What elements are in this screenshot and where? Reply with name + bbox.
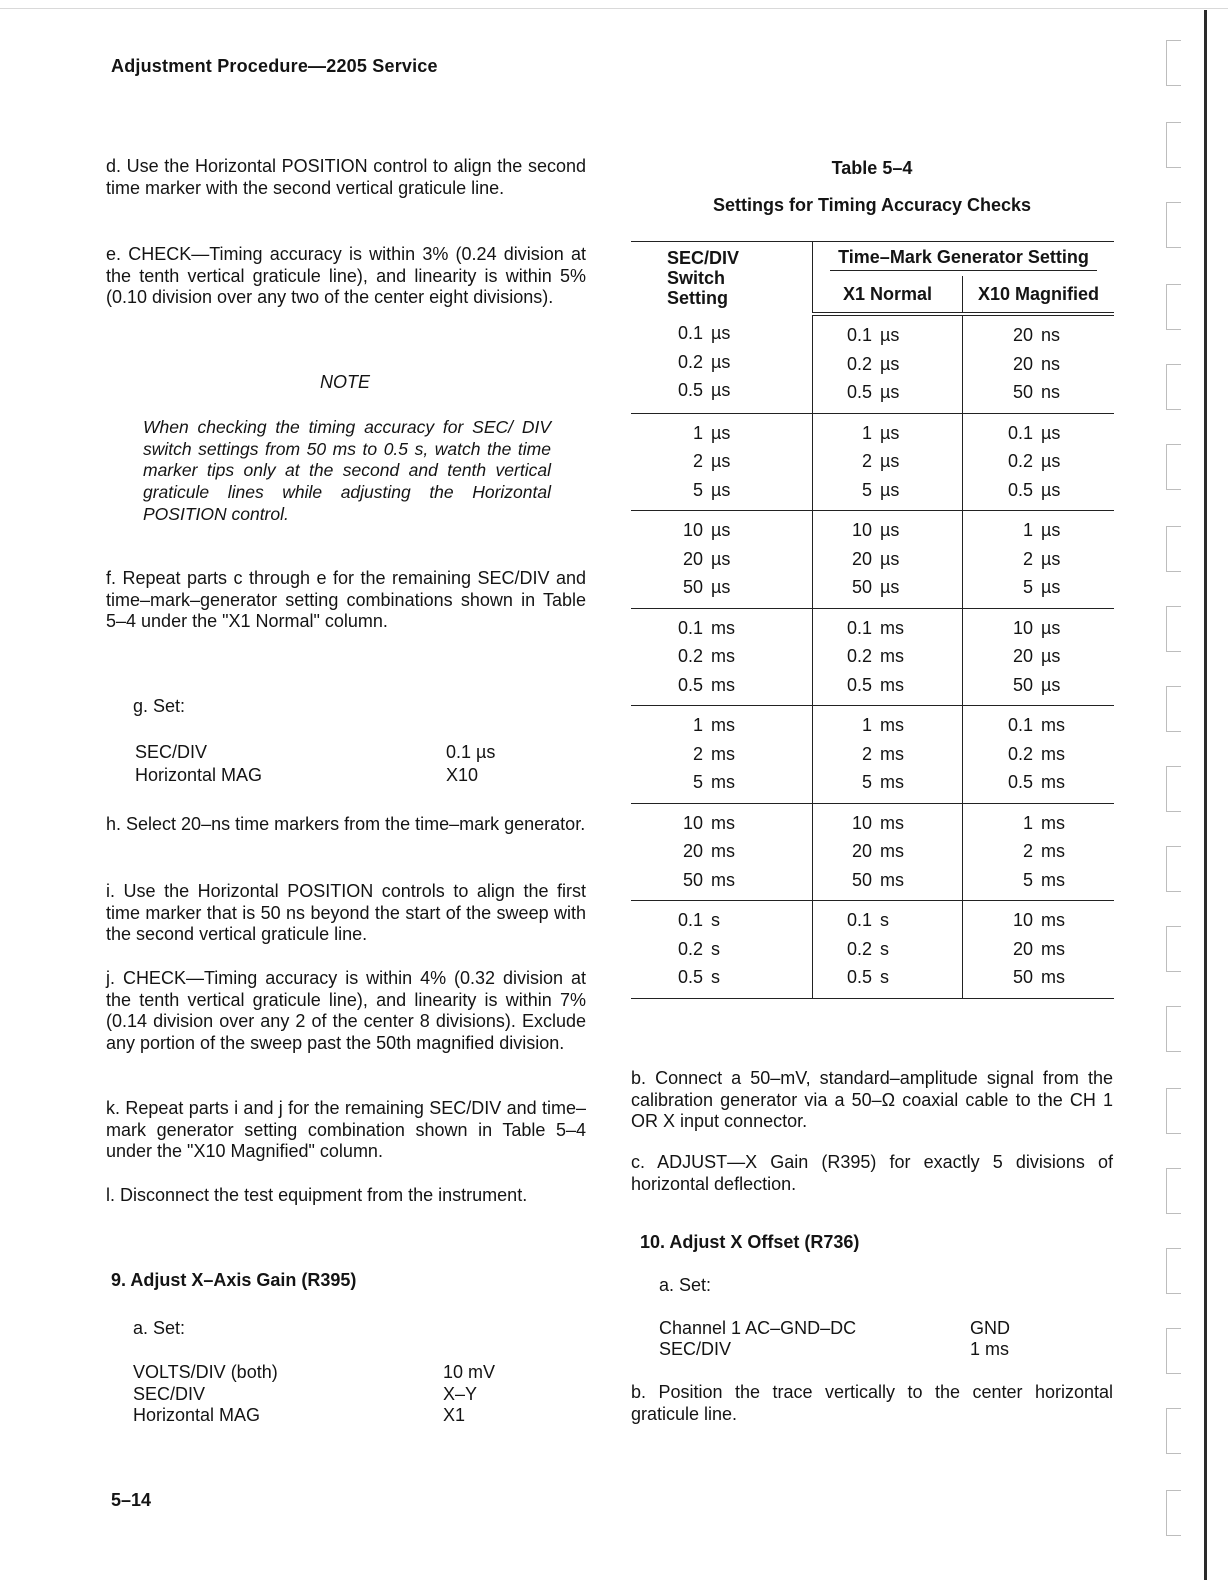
- group-header: [813, 242, 1115, 277]
- step-9-c: c. ADJUST—X Gain (R395) for exactly 5 divisions of horizontal deflection.: [631, 1152, 1113, 1194]
- step-8-l: l. Disconnect the test equipment from the instrument.: [106, 1185, 528, 1205]
- table-cell: [963, 706, 1115, 804]
- table-entry: [963, 906, 1114, 935]
- entry-value: 1: [1022, 520, 1033, 540]
- table-cell: [963, 511, 1115, 609]
- table-entry: [813, 768, 962, 797]
- entry-unit: ms: [711, 617, 735, 638]
- setting-value: 0.1 µs: [446, 742, 496, 762]
- setting-value: 10 mV: [443, 1362, 496, 1382]
- entry-value: 0.1: [677, 910, 703, 930]
- table-entry: [631, 614, 812, 643]
- table-cell: [813, 901, 963, 999]
- binder-tab: [1166, 284, 1181, 330]
- entry-unit: ms: [880, 674, 904, 695]
- entry-value: 0.2: [1007, 743, 1033, 764]
- table-row-group: [631, 511, 1114, 609]
- header-line: Switch: [667, 268, 726, 288]
- binder-tab: [1166, 766, 1181, 812]
- entry-value: 0.5: [1007, 772, 1033, 792]
- entry-value: 50: [1012, 967, 1033, 987]
- table-cell: [813, 511, 963, 609]
- table-entry: [963, 866, 1114, 895]
- table-entry: [631, 963, 812, 992]
- entry-unit: ms: [1041, 772, 1065, 792]
- setting-name: SEC/DIV: [135, 742, 208, 762]
- binder-tab: [1166, 1248, 1181, 1294]
- entry-unit: µs: [711, 323, 731, 343]
- entry-value: 0.1: [1007, 715, 1033, 735]
- table-entry: [813, 350, 962, 379]
- group-header-text: Time–Mark Generator Setting: [830, 247, 1097, 271]
- page-number: 5–14: [111, 1490, 152, 1510]
- entry-unit: µs: [880, 577, 900, 597]
- table-row-group: [631, 901, 1114, 999]
- entry-value: 50: [682, 577, 703, 597]
- table-cell: [631, 413, 813, 511]
- entry-value: 50: [851, 869, 872, 890]
- setting-name: SEC/DIV: [659, 1339, 732, 1359]
- entry-unit: s: [880, 938, 889, 959]
- entry-value: 5: [692, 772, 703, 792]
- note-title: NOTE: [320, 372, 371, 392]
- entry-value: 1: [692, 422, 703, 443]
- entry-value: 10: [682, 812, 703, 833]
- entry-value: 50: [1012, 674, 1033, 695]
- binder-tab: [1166, 1408, 1181, 1454]
- entry-value: 1: [1022, 812, 1033, 833]
- entry-value: 20: [1012, 325, 1033, 345]
- entry-value: 0.1: [846, 910, 872, 930]
- entry-unit: ms: [1041, 715, 1065, 735]
- table-cell: [963, 314, 1115, 413]
- entry-value: 20: [1012, 938, 1033, 959]
- table-cell: [813, 608, 963, 706]
- entry-value: 50: [851, 577, 872, 597]
- step-8-e: e. CHECK—Timing accuracy is within 3% (0.24 division at the tenth vertical graticule line), and linearity is within 5% (0.10 division over any two of the center eight divisions).: [106, 244, 586, 307]
- entry-unit: µs: [1041, 577, 1061, 597]
- entry-value: 0.1: [846, 617, 872, 638]
- entry-unit: s: [880, 967, 889, 987]
- entry-unit: µs: [1041, 479, 1061, 500]
- table-entry: [963, 614, 1114, 643]
- entry-value: 2: [692, 451, 703, 471]
- table-row-group: [631, 803, 1114, 901]
- entry-unit: µs: [880, 548, 900, 569]
- entry-value: 0.5: [846, 674, 872, 695]
- entry-value: 0.2: [846, 646, 872, 666]
- entry-value: 0.1: [677, 617, 703, 638]
- step-8-h: h. Select 20–ns time markers from the time–mark generator.: [106, 814, 586, 834]
- table-entry: [963, 963, 1114, 992]
- table-cell: [963, 413, 1115, 511]
- entry-value: 2: [861, 743, 872, 764]
- entry-value: 5: [1022, 869, 1033, 890]
- binding-edge: [1204, 10, 1207, 1580]
- table-row-group: [631, 314, 1114, 413]
- table-entry: [813, 545, 962, 574]
- entry-value: 1: [861, 715, 872, 735]
- table-entry: [631, 740, 812, 769]
- entry-unit: ms: [1041, 743, 1065, 764]
- table-entry: [963, 545, 1114, 574]
- entry-unit: µs: [880, 382, 900, 402]
- table-cell: [963, 803, 1115, 901]
- table-entry: [813, 573, 962, 602]
- entry-value: 20: [682, 548, 703, 569]
- table-entry: [963, 711, 1114, 740]
- table-entry: [631, 866, 812, 895]
- table-entry: [813, 740, 962, 769]
- table-entry: [813, 447, 962, 476]
- table-cell: [631, 314, 813, 413]
- table-entry: [813, 321, 962, 350]
- table-cell: [631, 803, 813, 901]
- entry-unit: ms: [880, 617, 904, 638]
- header-line: Setting: [667, 288, 728, 308]
- entry-unit: µs: [711, 422, 731, 443]
- entry-unit: ms: [711, 743, 735, 764]
- binder-tab: [1166, 526, 1181, 572]
- setting-name: SEC/DIV: [133, 1384, 206, 1404]
- table-entry: [631, 642, 812, 671]
- table-cell: [813, 314, 963, 413]
- step-10-heading: 10. Adjust X Offset (R736): [640, 1232, 860, 1252]
- entry-value: 5: [861, 479, 872, 500]
- table-entry: [813, 614, 962, 643]
- step-8-k: k. Repeat parts i and j for the remaining SEC/DIV and time–mark generator setting combination shown in Table 5–4 under the "X10 Magnified" column.: [106, 1098, 586, 1161]
- entry-unit: µs: [880, 520, 900, 540]
- table-row-group: [631, 608, 1114, 706]
- table-entry: [963, 740, 1114, 769]
- entry-unit: µs: [1041, 548, 1061, 569]
- entry-value: 5: [861, 772, 872, 792]
- step-8-j: j. CHECK—Timing accuracy is within 4% (0.32 division at the tenth vertical graticule line), and linearity is within 7% (0.14 division over any 2 of the center 8 divisions). Exclude any portion of the sweep past the 50th magnified division.: [106, 968, 586, 1053]
- entry-unit: µs: [1041, 617, 1061, 638]
- table-entry: [963, 573, 1114, 602]
- entry-value: 0.1: [846, 325, 872, 345]
- binder-tab: [1166, 686, 1181, 732]
- table-cell: [813, 803, 963, 901]
- entry-value: 0.5: [846, 382, 872, 402]
- binder-tab: [1166, 926, 1181, 972]
- step-8-f: f. Repeat parts c through e for the remaining SEC/DIV and time–mark–generator setting combinations shown in Table 5–4 under the "X1 Normal" column.: [106, 568, 586, 631]
- entry-unit: µs: [1041, 674, 1061, 695]
- binder-tab: [1166, 122, 1181, 168]
- entry-unit: µs: [711, 351, 731, 372]
- binder-tab: [1166, 1168, 1181, 1214]
- table-entry: [631, 348, 812, 377]
- table-entry: [631, 447, 812, 476]
- entry-unit: µs: [1041, 451, 1061, 471]
- table-entry: [813, 671, 962, 700]
- entry-unit: ms: [880, 841, 904, 861]
- entry-value: 2: [692, 743, 703, 764]
- table-cell: [813, 706, 963, 804]
- binder-tab: [1166, 202, 1181, 248]
- entry-unit: s: [880, 910, 889, 930]
- entry-value: 1: [861, 422, 872, 443]
- entry-value: 10: [1012, 910, 1033, 930]
- step-9-heading: 9. Adjust X–Axis Gain (R395): [111, 1270, 357, 1290]
- entry-value: 0.2: [677, 938, 703, 959]
- table-caption: Settings for Timing Accuracy Checks: [712, 195, 1032, 215]
- table-entry: [813, 476, 962, 505]
- table-entry: [963, 837, 1114, 866]
- table-entry: [813, 935, 962, 964]
- entry-unit: ms: [711, 812, 735, 833]
- col-x10-magnified-header: X10 Magnified: [963, 276, 1115, 314]
- entry-unit: ms: [1041, 967, 1065, 987]
- table-entry: [813, 516, 962, 545]
- running-head: Adjustment Procedure—2205 Service: [111, 56, 438, 76]
- entry-value: 10: [1012, 617, 1033, 638]
- table-entry: [963, 642, 1114, 671]
- entry-value: 0.1: [677, 323, 703, 343]
- table-entry: [631, 837, 812, 866]
- entry-unit: ms: [1041, 812, 1065, 833]
- table-entry: [631, 319, 812, 348]
- table-cell: [963, 901, 1115, 999]
- entry-unit: ms: [880, 772, 904, 792]
- setting-name: Horizontal MAG: [133, 1405, 261, 1425]
- entry-unit: s: [711, 967, 720, 987]
- entry-value: 1: [692, 715, 703, 735]
- entry-unit: ms: [880, 743, 904, 764]
- table-entry: [963, 671, 1114, 700]
- entry-unit: ms: [711, 772, 735, 792]
- table-entry: [813, 378, 962, 407]
- entry-unit: µs: [880, 422, 900, 443]
- table-entry: [813, 642, 962, 671]
- table-entry: [963, 378, 1114, 407]
- table-entry: [631, 573, 812, 602]
- entry-value: 20: [851, 841, 872, 861]
- header-line: SEC/DIV: [667, 248, 740, 268]
- entry-unit: µs: [711, 479, 731, 500]
- entry-unit: ms: [880, 646, 904, 666]
- entry-value: 0.5: [677, 674, 703, 695]
- entry-unit: ms: [880, 715, 904, 735]
- entry-unit: ms: [1041, 869, 1065, 890]
- entry-value: 20: [851, 548, 872, 569]
- entry-value: 2: [1022, 548, 1033, 569]
- table-entry: [631, 545, 812, 574]
- binder-tab: [1166, 364, 1181, 410]
- entry-unit: µs: [1041, 422, 1061, 443]
- table-entry: [813, 963, 962, 992]
- entry-unit: ms: [1041, 841, 1065, 861]
- entry-unit: µs: [880, 451, 900, 471]
- entry-value: 10: [851, 812, 872, 833]
- table-entry: [631, 906, 812, 935]
- table-row-group: [631, 413, 1114, 511]
- setting-value: GND: [970, 1318, 1010, 1338]
- table-entry: [813, 711, 962, 740]
- table-entry: [631, 419, 812, 448]
- entry-value: 0.2: [846, 353, 872, 374]
- entry-value: 0.5: [1007, 479, 1033, 500]
- entry-value: 50: [682, 869, 703, 890]
- table-entry: [813, 837, 962, 866]
- step-8-d: d. Use the Horizontal POSITION control to align the second time marker with the second vertical graticule line.: [106, 156, 586, 198]
- entry-unit: µs: [711, 451, 731, 471]
- col-sec-div-header: [631, 242, 813, 315]
- table-entry: [813, 419, 962, 448]
- entry-value: 0.5: [846, 967, 872, 987]
- entry-value: 0.2: [677, 351, 703, 372]
- table-entry: [631, 376, 812, 405]
- table-entry: [963, 419, 1114, 448]
- entry-unit: ns: [1041, 382, 1061, 402]
- table-cell: [963, 608, 1115, 706]
- step-10-a: a. Set:: [659, 1275, 712, 1295]
- entry-unit: µs: [1041, 646, 1061, 666]
- table-row-group: [631, 706, 1114, 804]
- table-entry: [963, 447, 1114, 476]
- binder-tab: [1166, 606, 1181, 652]
- setting-value: 1 ms: [970, 1339, 1010, 1359]
- col-x1-normal-header: X1 Normal: [813, 276, 963, 314]
- entry-unit: µs: [880, 353, 900, 374]
- table-entry: [963, 321, 1114, 350]
- entry-unit: µs: [711, 520, 731, 540]
- entry-unit: ms: [1041, 910, 1065, 930]
- entry-value: 0.2: [677, 646, 703, 666]
- table-entry: [963, 809, 1114, 838]
- step-9-b: b. Connect a 50–mV, standard–amplitude signal from the calibration generator via a 50–Ω coaxial cable to the CH 1 OR X input connector.: [631, 1068, 1113, 1131]
- binder-tab: [1166, 1006, 1181, 1052]
- entry-unit: ms: [711, 841, 735, 861]
- step-8-i: i. Use the Horizontal POSITION controls to align the first time marker that is 50 ns beyond the start of the sweep with the second vertical graticule line.: [106, 881, 586, 944]
- entry-value: 10: [851, 520, 872, 540]
- table-entry: [631, 935, 812, 964]
- table-entry: [963, 476, 1114, 505]
- entry-unit: µs: [1041, 520, 1061, 540]
- setting-value: X1: [443, 1405, 466, 1425]
- timing-table: [631, 241, 1114, 999]
- binder-tab: [1166, 444, 1181, 490]
- table-entry: [813, 906, 962, 935]
- setting-value: X10: [446, 765, 479, 785]
- table-cell: [813, 413, 963, 511]
- entry-unit: ms: [711, 715, 735, 735]
- table-entry: [631, 476, 812, 505]
- binder-tab: [1166, 1328, 1181, 1374]
- entry-unit: ms: [1041, 938, 1065, 959]
- entry-unit: µs: [880, 479, 900, 500]
- setting-value: X–Y: [443, 1384, 478, 1404]
- table-entry: [813, 866, 962, 895]
- setting-name: VOLTS/DIV (both): [133, 1362, 278, 1382]
- entry-value: 0.1: [1007, 422, 1033, 443]
- entry-value: 10: [682, 520, 703, 540]
- table-entry: [631, 516, 812, 545]
- entry-value: 20: [1012, 646, 1033, 666]
- entry-value: 0.2: [1007, 451, 1033, 471]
- table-cell: [631, 511, 813, 609]
- table-cell: [631, 608, 813, 706]
- table-entry: [813, 809, 962, 838]
- entry-unit: ms: [711, 646, 735, 666]
- entry-value: 0.5: [677, 380, 703, 400]
- setting-name: Horizontal MAG: [135, 765, 263, 785]
- table-cell: [631, 706, 813, 804]
- entry-value: 0.2: [846, 938, 872, 959]
- entry-unit: µs: [711, 380, 731, 400]
- entry-unit: µs: [711, 548, 731, 569]
- table-entry: [963, 768, 1114, 797]
- entry-value: 5: [1022, 577, 1033, 597]
- table-cell: [631, 901, 813, 999]
- setting-name: Channel 1 AC–GND–DC: [659, 1318, 857, 1338]
- table-entry: [963, 935, 1114, 964]
- entry-unit: s: [711, 910, 720, 930]
- table-entry: [631, 711, 812, 740]
- entry-value: 2: [1022, 841, 1033, 861]
- table-entry: [631, 671, 812, 700]
- entry-unit: ms: [711, 674, 735, 695]
- entry-unit: ns: [1041, 353, 1061, 374]
- binder-tab: [1166, 1490, 1181, 1536]
- entry-value: 0.5: [677, 967, 703, 987]
- binder-tab: [1166, 1088, 1181, 1134]
- entry-unit: ns: [1041, 325, 1061, 345]
- entry-unit: ms: [880, 812, 904, 833]
- note-body: When checking the timing accuracy for SEC/ DIV switch settings from 50 ms to 0.5 s, watch the time marker tips only at the second and tenth vertical graticule lines while adjusting the Horizontal POSITION control.: [143, 417, 551, 524]
- binder-tab: [1166, 846, 1181, 892]
- table-entry: [963, 350, 1114, 379]
- entry-value: 20: [1012, 353, 1033, 374]
- table-entry: [631, 768, 812, 797]
- top-scan-edge: [0, 8, 1228, 9]
- entry-unit: ms: [711, 869, 735, 890]
- entry-unit: s: [711, 938, 720, 959]
- step-8-g: g. Set:: [133, 696, 186, 716]
- entry-unit: µs: [711, 577, 731, 597]
- entry-value: 2: [861, 451, 872, 471]
- table-label: Table 5–4: [831, 158, 913, 178]
- entry-value: 5: [692, 479, 703, 500]
- table-entry: [963, 516, 1114, 545]
- step-10-b: b. Position the trace vertically to the center horizontal graticule line.: [631, 1382, 1113, 1424]
- entry-unit: µs: [880, 325, 900, 345]
- entry-unit: ms: [880, 869, 904, 890]
- table-entry: [631, 809, 812, 838]
- step-9-a: a. Set:: [133, 1318, 186, 1338]
- entry-value: 20: [682, 841, 703, 861]
- entry-value: 50: [1012, 382, 1033, 402]
- binder-tab: [1166, 40, 1181, 86]
